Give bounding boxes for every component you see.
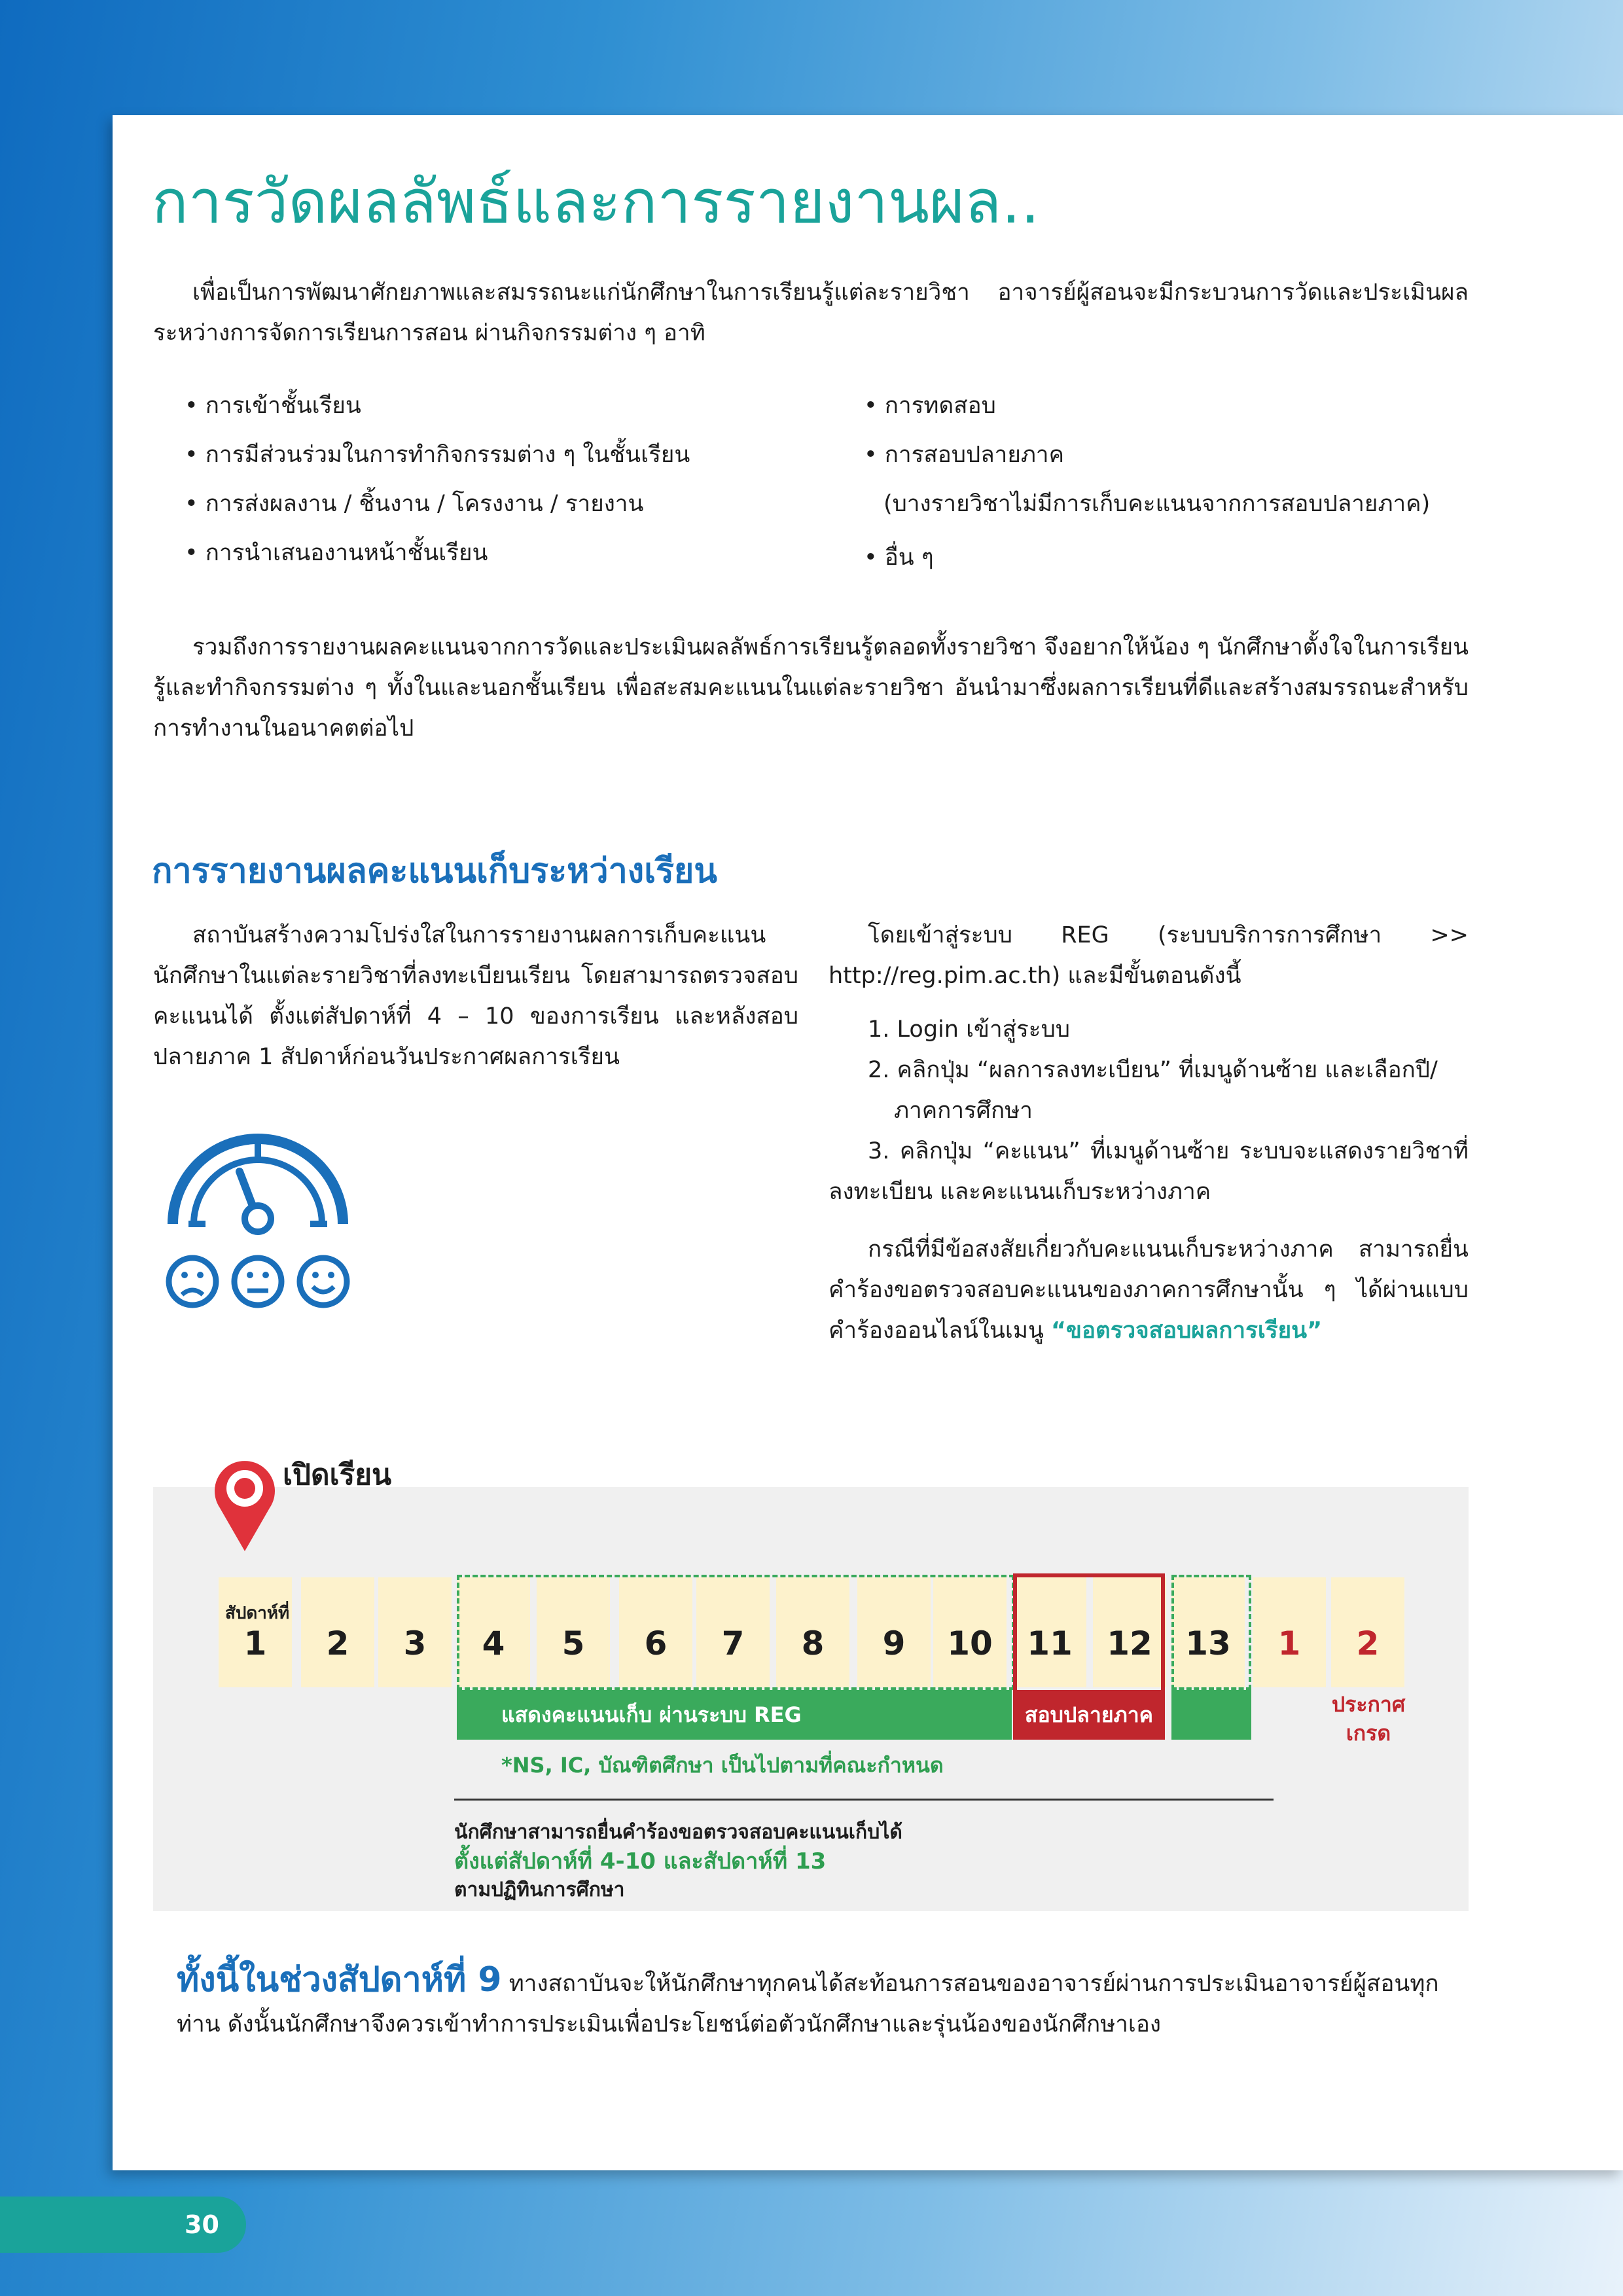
open-semester-label: เปิดเรียน <box>283 1458 392 1492</box>
bullet-presentation: • การนำเสนองานหน้าชั้นเรียน <box>185 540 488 566</box>
closing-highlight: ทั้งนี้ในช่วงสัปดาห์ที่ 9 <box>177 1960 502 2000</box>
appeal-line-1: นักศึกษาสามารถยื่นคำร้องขอตรวจสอบคะแนนเก็บได้ <box>454 1821 902 1844</box>
reg-score-bar: แสดงคะแนนเก็บ ผ่านระบบ REG <box>457 1690 1012 1740</box>
week-cell <box>1331 1577 1404 1687</box>
page-number-tab <box>0 2197 246 2253</box>
week-number: 8 <box>801 1624 825 1662</box>
week-cell <box>378 1577 452 1687</box>
location-pin-icon <box>212 1456 277 1554</box>
step-2: 2. คลิกปุ่ม “ผลการลงทะเบียน” ที่เมนูด้านซ้าย และเลือกปี/ <box>868 1057 1438 1083</box>
bullet-list-left <box>185 387 690 584</box>
appeal-menu-link[interactable]: “ขอตรวจสอบผลการเรียน” <box>1051 1318 1323 1344</box>
left-column-text: สถาบันสร้างความโปร่งใสในการรายงานผลการเก็บคะแนนนักศึกษาในแต่ละรายวิชาที่ลงทะเบียนเรียน โดยสามารถตรวจสอบคะแนนได้ ตั้งแต่สัปดาห์ที่ 4 – 10 ของการเรียน และหลังสอบปลายภาค 1 สัปดาห์ก่อนวันประกาศผลการเรียน <box>153 922 798 1070</box>
step-1: 1. Login เข้าสู่ระบบ <box>868 1016 1071 1043</box>
bullet-attendance: • การเข้าชั้นเรียน <box>185 393 361 419</box>
step-3: 3. คลิกปุ่ม “คะแนน” ที่เมนูด้านซ้าย ระบบจะแสดงรายวิชาที่ลงทะเบียน และคะแนนเก็บระหว่างภาค <box>829 1138 1469 1205</box>
week-number: 6 <box>644 1624 668 1662</box>
right-column-intro: โดยเข้าสู่ระบบ REG (ระบบบริการการศึกษา >> http://reg.pim.ac.th) และมีขั้นตอนดังนี้ <box>829 922 1469 989</box>
week-number: 5 <box>562 1624 585 1662</box>
grade-announcement <box>1319 1690 1418 1748</box>
step-2-cont: ภาคการศึกษา <box>894 1098 1033 1124</box>
week-13-outline <box>1171 1575 1251 1690</box>
section-heading: การรายงานผลคะแนนเก็บระหว่างเรียน <box>152 852 717 891</box>
appeal-line-3: ตามปฏิทินการศึกษา <box>454 1878 625 1901</box>
week-number: 13 <box>1185 1624 1231 1662</box>
reg-period-outline <box>457 1575 1014 1690</box>
week-number: 4 <box>482 1624 505 1662</box>
appeal-text: กรณีที่มีข้อสงสัยเกี่ยวกับคะแนนเก็บระหว่างภาค สามารถยื่นคำร้องขอตรวจสอบคะแนนของภาคการศึกษานั้น ๆ ได้ผ่านแบบคำร้องออนไลน์ในเมนู <box>829 1236 1469 1344</box>
closing-paragraph <box>177 1960 1469 2045</box>
closing-text: ทางสถาบันจะให้นักศึกษาทุกคนได้สะท้อนการสอนของอาจารย์ผ่านการประเมินอาจารย์ผู้สอนทุกท่าน ดังนั้นนักศึกษาจึงควรเข้าทำการประเมินเพื่อประโยชน์ต่อตัวนักศึกษาและรุ่นน้องของนักศึกษาเอง <box>177 1971 1439 2037</box>
week-number: 9 <box>882 1624 906 1662</box>
timeline-note: *NS, IC, บัณฑิตศึกษา เป็นไปตามที่คณะกำหนด <box>501 1753 944 1778</box>
appeal-line-2: ตั้งแต่สัปดาห์ที่ 4-10 และสัปดาห์ที่ 13 <box>454 1848 827 1874</box>
week-number: 7 <box>721 1624 745 1662</box>
week-number: 10 <box>947 1624 993 1662</box>
bullet-test: • การทดสอบ <box>864 393 996 419</box>
appeal-paragraph <box>829 1229 1469 1351</box>
bullet-participation: • การมีส่วนร่วมในการทำกิจกรรมต่าง ๆ ในชั้นเรียน <box>185 442 690 468</box>
week-number: 1 <box>243 1624 267 1662</box>
week-number: 2 <box>1356 1624 1380 1662</box>
final-exam-bar: สอบปลายภาค <box>1013 1690 1165 1740</box>
week-13-bar <box>1171 1690 1251 1740</box>
bullet-final-exam: • การสอบปลายภาค <box>864 442 1064 468</box>
week-label: สัปดาห์ที่ <box>225 1604 290 1623</box>
bullet-final-exam-note: (บางรายวิชาไม่มีการเก็บคะแนนจากการสอบปลายภาค) <box>883 491 1431 517</box>
page-title: การวัดผลลัพธ์และการรายงานผล.. <box>152 167 1040 237</box>
timeline-divider <box>454 1799 1274 1801</box>
week-cell <box>219 1577 292 1687</box>
bullet-submission: • การส่งผลงาน / ชิ้นงาน / โครงงาน / รายงาน <box>185 491 644 517</box>
grade-line-1: ประกาศ <box>1331 1692 1406 1717</box>
intro-paragraph: เพื่อเป็นการพัฒนาศักยภาพและสมรรถนะแก่นักศึกษาในการเรียนรู้แต่ละรายวิชา อาจารย์ผู้สอนจะมีกระบวนการวัดและประเมินผลระหว่างการจัดการเรียนการสอน ผ่านกิจกรรมต่าง ๆ อาทิ <box>153 279 1469 346</box>
week-number: 1 <box>1277 1624 1301 1662</box>
steps-list <box>868 1009 1469 1131</box>
grade-line-2: เกรด <box>1346 1721 1391 1746</box>
week-number: 11 <box>1027 1624 1073 1662</box>
timeline-appeal-text <box>454 1818 902 1905</box>
bullet-list-right <box>864 387 1430 588</box>
week-number: 2 <box>326 1624 349 1662</box>
week-cell <box>301 1577 374 1687</box>
summary-paragraph: รวมถึงการรายงานผลคะแนนจากการวัดและประเมินผลลัพธ์การเรียนรู้ตลอดทั้งรายวิชา จึงอยากให้น้อง ๆ นักศึกษาตั้งใจในการเรียนรู้และทำกิจกรรมต่าง ๆ ทั้งในและนอกชั้นเรียน เพื่อสะสมคะแนนในแต่ละรายวิชา อันนำมาซึ่งผลการเรียนที่ดีและสร้างสมรรถนะสำหรับการทำงานในอนาคตต่อไป <box>153 634 1469 742</box>
bullet-other: • อื่น ๆ <box>864 545 934 571</box>
week-number: 12 <box>1107 1624 1152 1662</box>
page-number: 30 <box>185 2210 219 2239</box>
week-cell <box>1253 1577 1326 1687</box>
week-number: 3 <box>403 1624 427 1662</box>
score-gauge-icon <box>160 1126 356 1316</box>
